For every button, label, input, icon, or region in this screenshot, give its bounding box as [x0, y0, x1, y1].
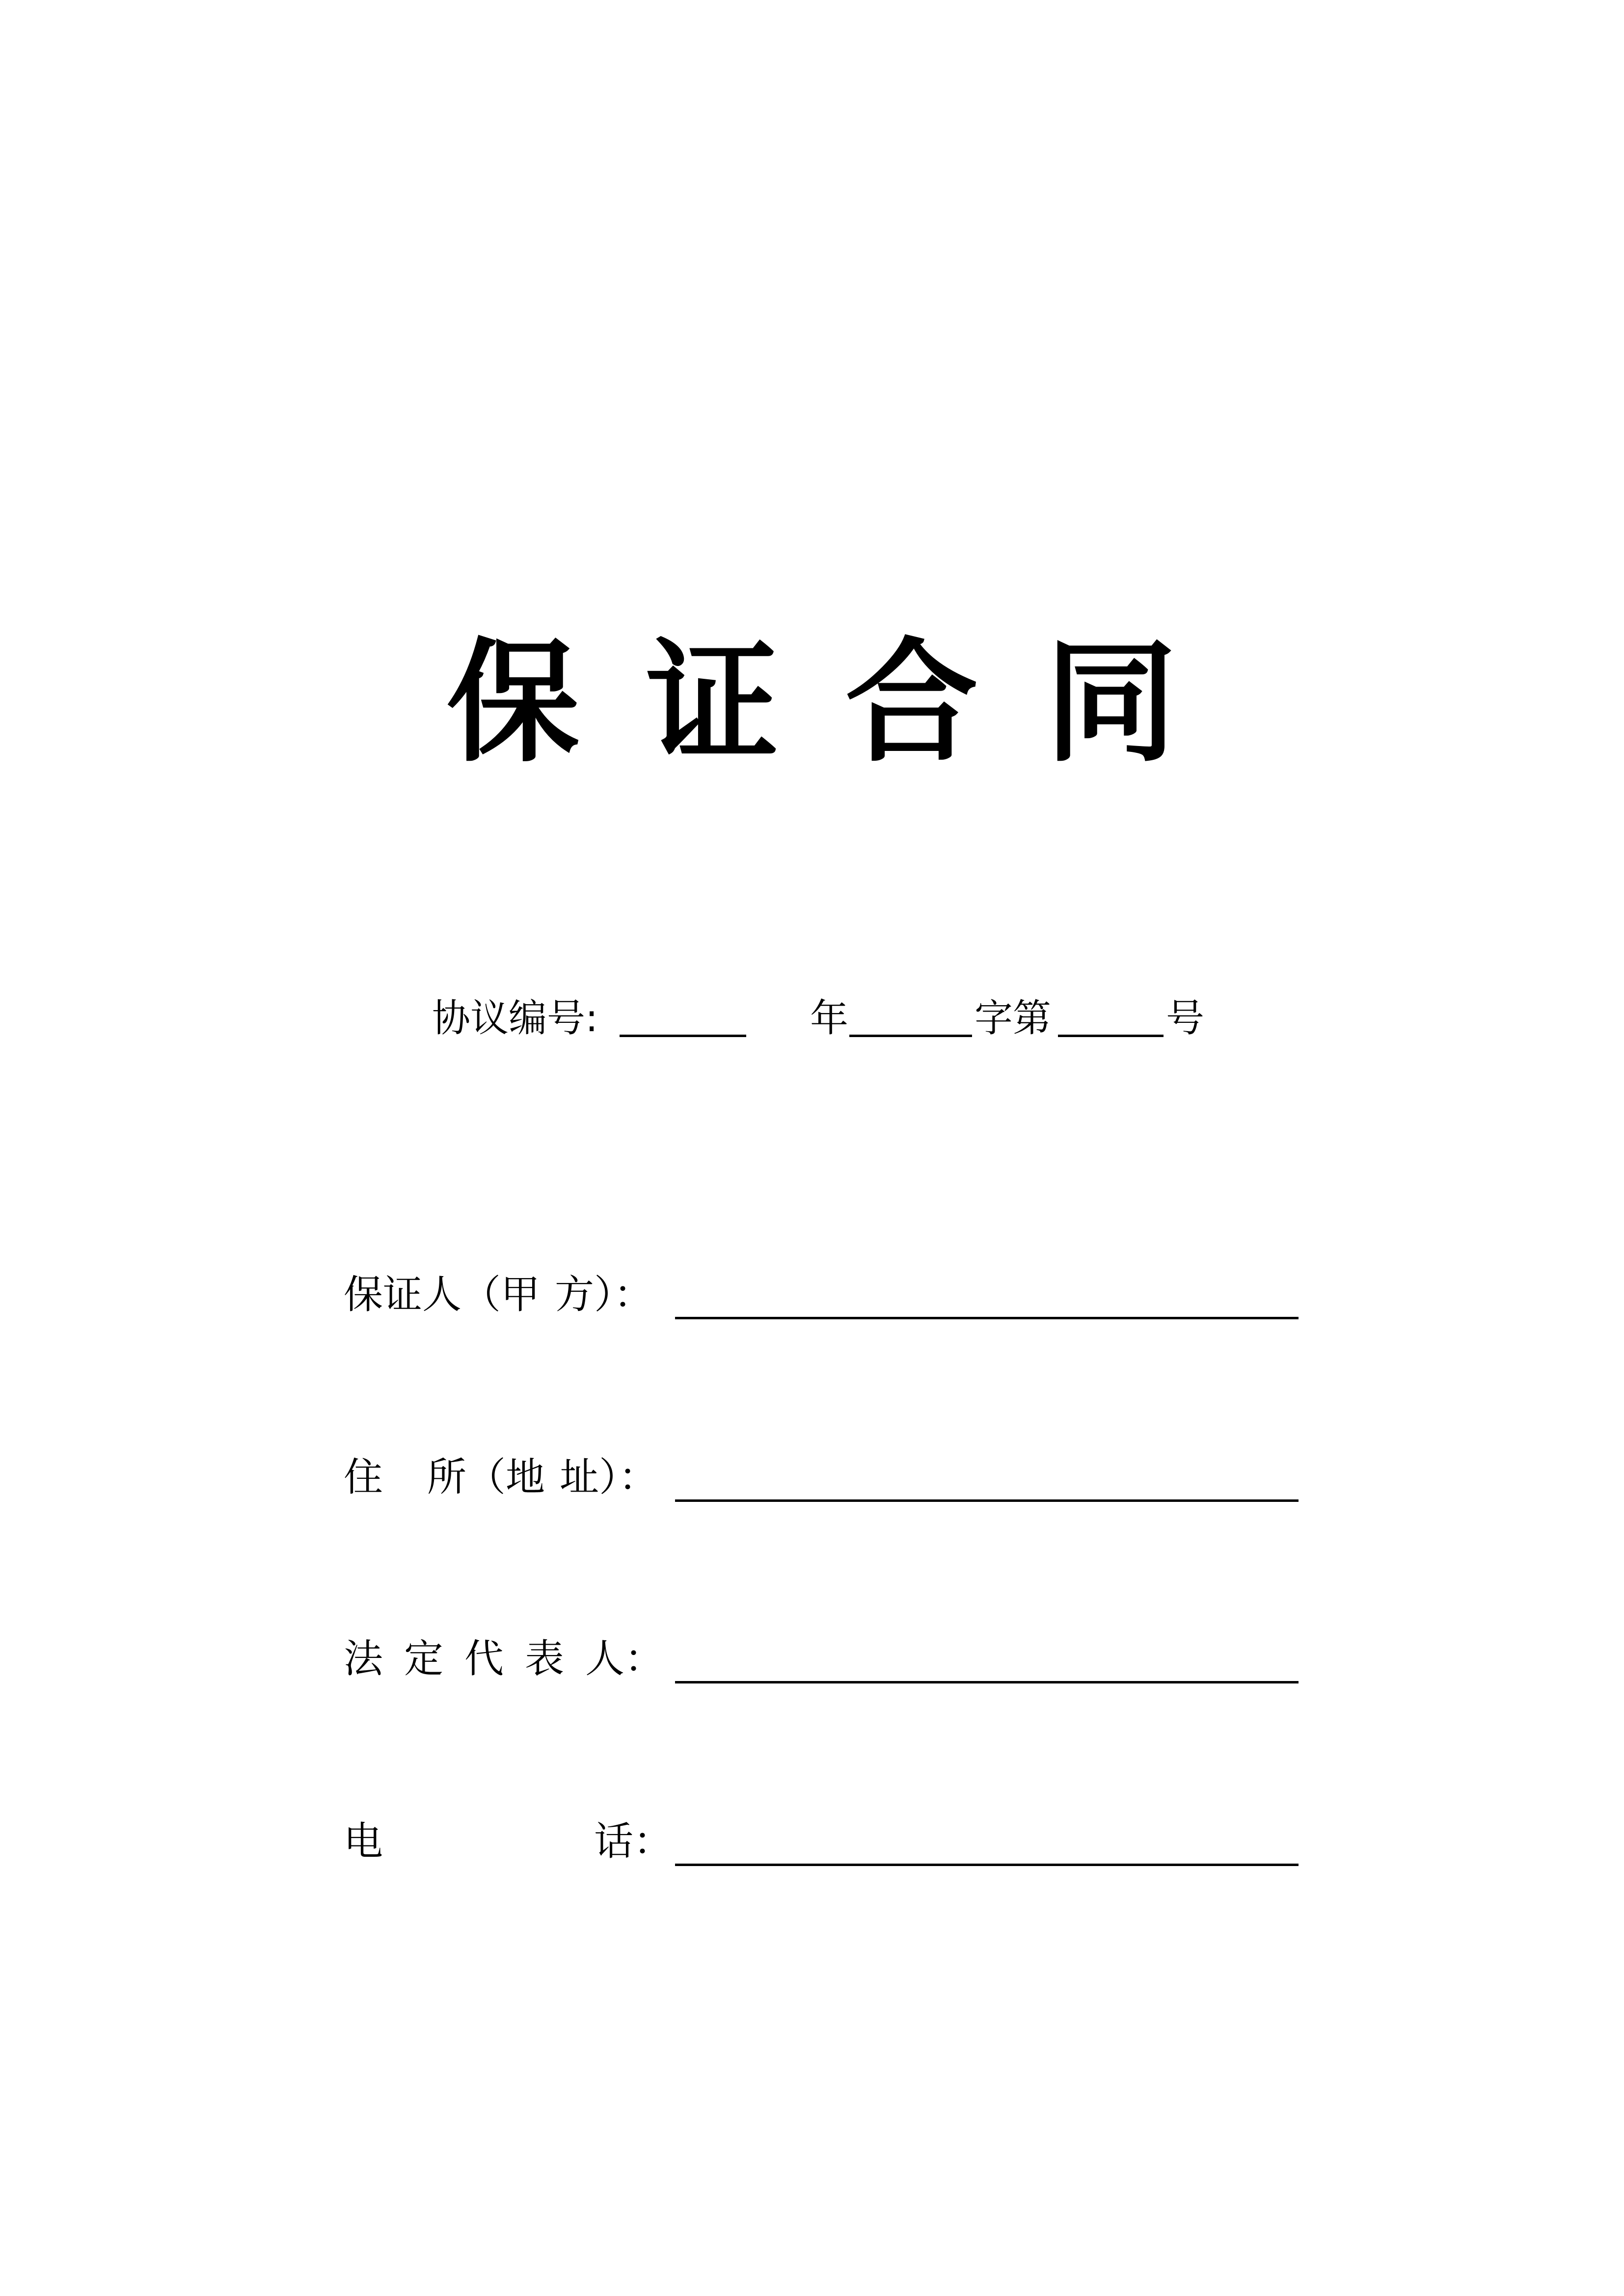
title-char: 同 — [1045, 624, 1177, 780]
address-inner-2: 址 — [560, 1454, 599, 1500]
guarantor-label — [344, 1270, 653, 1319]
guarantor-label-main: 保证人 — [344, 1272, 461, 1317]
agreement-number-label: 协议编号: — [432, 996, 598, 1041]
legal-rep-colon: ： — [624, 1636, 664, 1682]
legal-rep-char: 表 — [525, 1636, 564, 1682]
legal-rep-input-line[interactable] — [675, 1681, 1299, 1683]
phone-label-1: 电 — [344, 1818, 383, 1864]
guarantor-paren-close: ） — [594, 1272, 614, 1317]
legal-rep-char: 代 — [464, 1636, 504, 1682]
legal-rep-char: 人 — [585, 1636, 624, 1682]
guarantor-inner-2: 方 — [555, 1272, 594, 1317]
address-paren-close: ） — [599, 1454, 619, 1500]
address-inner-1: 地 — [506, 1454, 545, 1500]
phone-input-line[interactable] — [675, 1864, 1299, 1866]
phone-label — [344, 1817, 383, 1866]
address-label — [344, 1453, 658, 1502]
legal-rep-char: 法 — [344, 1636, 383, 1682]
address-label-2: 所 — [427, 1454, 466, 1500]
page-title — [0, 618, 1624, 785]
agreement-zi-di: 字第 — [974, 996, 1052, 1041]
address-label-1: 住 — [344, 1454, 383, 1500]
agreement-number-blank-1[interactable] — [620, 1035, 746, 1037]
guarantor-input-line[interactable] — [675, 1317, 1299, 1319]
guarantor-paren-open: （ — [461, 1272, 501, 1317]
phone-colon: ： — [633, 1818, 673, 1864]
title-char: 合 — [845, 624, 978, 780]
guarantor-inner-1: 甲 — [501, 1272, 540, 1317]
guarantor-colon: ： — [614, 1272, 653, 1317]
agreement-number-blank-3[interactable] — [1058, 1035, 1164, 1037]
phone-label-2: 话 — [594, 1818, 633, 1864]
agreement-hao-char: 号 — [1166, 996, 1205, 1041]
address-colon: ： — [619, 1454, 658, 1500]
phone-label-right — [594, 1817, 673, 1866]
legal-rep-label — [344, 1634, 664, 1683]
agreement-number-blank-2[interactable] — [849, 1035, 972, 1037]
address-paren-open: （ — [466, 1454, 506, 1500]
address-input-line[interactable] — [675, 1499, 1299, 1502]
title-char: 证 — [646, 624, 779, 780]
legal-rep-char: 定 — [404, 1636, 443, 1682]
agreement-year-char: 年 — [810, 996, 849, 1041]
title-char: 保 — [447, 624, 579, 780]
